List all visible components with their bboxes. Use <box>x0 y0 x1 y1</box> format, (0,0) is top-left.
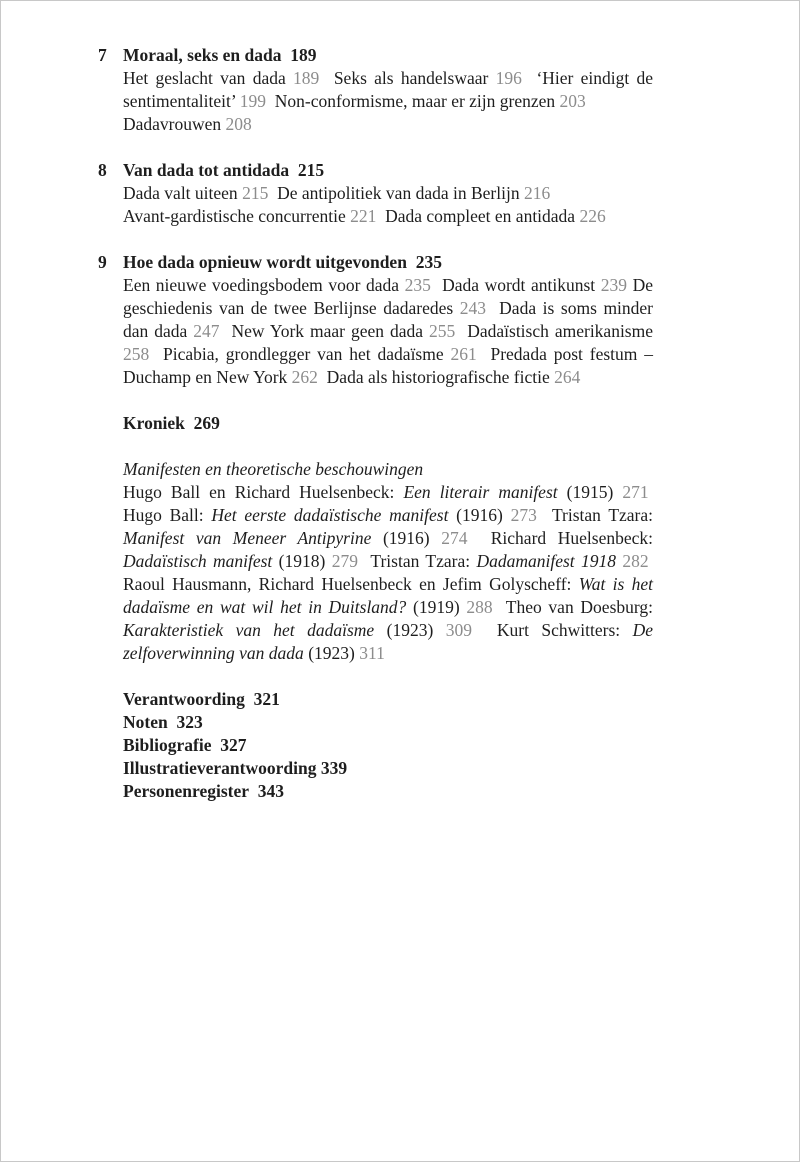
section-title: Dada als historiografische fictie <box>326 367 550 387</box>
section-page: 258 <box>123 344 150 364</box>
backmatter-item <box>123 757 653 780</box>
section-page: 216 <box>523 183 551 203</box>
chapter-sections <box>123 182 653 228</box>
manifest-page: 279 <box>331 551 358 571</box>
manifest-page: 311 <box>359 643 385 663</box>
section-title: Dada wordt antikunst <box>442 275 596 295</box>
section-page: 196 <box>495 68 522 88</box>
section-page: 221 <box>350 206 377 226</box>
manifesten-section <box>123 458 653 665</box>
backmatter-title: Bibliografie <box>123 735 212 755</box>
manifesten-entries <box>123 481 653 665</box>
section-title: Dada is soms minder dan dada <box>123 298 654 341</box>
backmatter-item <box>123 688 653 711</box>
backmatter-title: Illustratieverantwoording <box>123 758 317 778</box>
manifest-author: Kurt Schwitters: <box>496 620 621 640</box>
manifest-page: 288 <box>466 597 493 617</box>
backmatter-page: 339 <box>320 758 348 778</box>
section-title: De antipolitiek van dada in Berlijn <box>277 183 520 203</box>
section-page: 264 <box>554 367 581 387</box>
manifest-author: Richard Huelsenbeck: <box>490 528 654 548</box>
backmatter-page: 327 <box>220 735 247 755</box>
backmatter-title: Verantwoording <box>123 689 245 709</box>
section-page: 199 <box>239 91 267 111</box>
section-title: Dadaïstisch amerikanisme <box>467 321 653 341</box>
chapter-number: 9 <box>98 252 107 272</box>
manifest-year: (1915) <box>566 482 614 502</box>
kroniek-page: 269 <box>193 413 220 433</box>
manifest-author: Theo van Doesburg: <box>505 597 653 617</box>
section-page: 261 <box>450 344 477 364</box>
chapter-number: 8 <box>98 160 107 180</box>
chapter-heading <box>98 44 653 67</box>
section-title: Picabia, grondlegger van het dadaïsme <box>162 344 444 364</box>
chapter-number: 7 <box>98 45 107 65</box>
manifest-page: 271 <box>622 482 649 502</box>
kroniek-entry <box>123 412 653 435</box>
manifest-year: (1923) <box>308 643 355 663</box>
manifesten-subtitle: Manifesten en theoretische beschouwingen <box>123 459 424 479</box>
section-page: 235 <box>404 275 431 295</box>
chapter-page: 215 <box>297 160 325 180</box>
chapter-sections <box>123 274 653 389</box>
manifest-work: Het eerste dadaïstische manifest <box>211 505 449 525</box>
section-page: 215 <box>242 183 269 203</box>
section-page: 203 <box>559 91 586 111</box>
backmatter-list <box>123 688 653 803</box>
section-page: 255 <box>429 321 456 341</box>
section-page: 243 <box>459 298 487 318</box>
section-page: 239 <box>600 275 627 295</box>
section-page: 208 <box>225 114 252 134</box>
section-title: Een nieuwe voedingsbodem voor dada <box>123 275 400 295</box>
kroniek-title: Kroniek <box>123 413 185 433</box>
manifest-year: (1916) <box>382 528 430 548</box>
manifest-work: Karakteristiek van het dadaïsme <box>123 620 375 640</box>
section-title: Dada valt uiteen <box>123 183 238 203</box>
backmatter-title: Noten <box>123 712 168 732</box>
manifest-author: Hugo Ball: <box>123 505 204 525</box>
manifest-author: Raoul Hausmann, Richard Huelsenbeck en Jefim Golyscheff: <box>123 574 572 594</box>
chapter-title: Van dada tot antidada <box>123 160 290 180</box>
manifest-work: De zelfoverwinning van dada <box>123 620 654 663</box>
section-page: 226 <box>579 206 606 226</box>
chapter-heading <box>98 251 653 274</box>
chapter-title: Hoe dada opnieuw wordt uitgevonden <box>123 252 407 272</box>
section-title: Het geslacht van dada <box>123 68 286 88</box>
manifest-author: Tristan Tzara: <box>551 505 654 525</box>
chapter-heading <box>98 159 653 182</box>
manifest-work: Dadaïstisch manifest <box>123 551 273 571</box>
chapter-sections <box>123 67 653 136</box>
section-title: Predada post festum – Duchamp en New York <box>123 344 653 387</box>
manifest-year: (1919) <box>413 597 460 617</box>
chapter-page: 235 <box>415 252 442 272</box>
manifest-page: 274 <box>441 528 468 548</box>
manifest-work: Wat is het dadaïsme en wat wil het in Duitsland? <box>123 574 654 617</box>
section-page: 189 <box>293 68 320 88</box>
manifest-page: 282 <box>622 551 649 571</box>
chapter-page: 189 <box>290 45 317 65</box>
manifest-page: 273 <box>510 505 537 525</box>
chapter-9 <box>98 251 654 389</box>
section-title: Dada compleet en antidada <box>385 206 576 226</box>
section-title: Dadavrouwen <box>123 114 222 134</box>
backmatter-item <box>123 734 653 757</box>
toc-content <box>98 44 654 803</box>
manifest-author: Tristan Tzara: <box>370 551 471 571</box>
chapter-title: Moraal, seks en dada <box>123 45 282 65</box>
backmatter-page: 343 <box>257 781 285 801</box>
section-page: 262 <box>291 367 318 387</box>
manifest-year: (1918) <box>278 551 326 571</box>
backmatter-page: 321 <box>253 689 280 709</box>
backmatter-item <box>123 780 653 803</box>
manifest-author: Hugo Ball en Richard Huelsenbeck: <box>123 482 395 502</box>
section-title: Avant-gardistische concurrentie <box>123 206 346 226</box>
manifest-work: Manifest van Meneer Antipyrine <box>123 528 372 548</box>
section-title: De geschiedenis van de twee Berlijnse dadaredes <box>123 275 653 318</box>
section-title: New York maar geen dada <box>231 321 424 341</box>
section-title: Seks als handelswaar <box>333 68 489 88</box>
chapter-8 <box>98 159 653 228</box>
chapter-7 <box>98 44 654 136</box>
manifest-year: (1916) <box>456 505 503 525</box>
backmatter-item <box>123 711 653 734</box>
backmatter-page: 323 <box>176 712 203 732</box>
manifest-year: (1923) <box>386 620 434 640</box>
section-page: 247 <box>193 321 220 341</box>
section-title: Non-conformisme, maar er zijn grenzen <box>274 91 556 111</box>
manifest-work: Een literair manifest <box>403 482 558 502</box>
manifest-page: 309 <box>445 620 472 640</box>
backmatter-title: Personenregister <box>123 781 250 801</box>
section-title: ‘Hier eindigt de sentimentaliteit’ <box>123 68 654 111</box>
manifest-work: Dadamanifest 1918 <box>476 551 617 571</box>
